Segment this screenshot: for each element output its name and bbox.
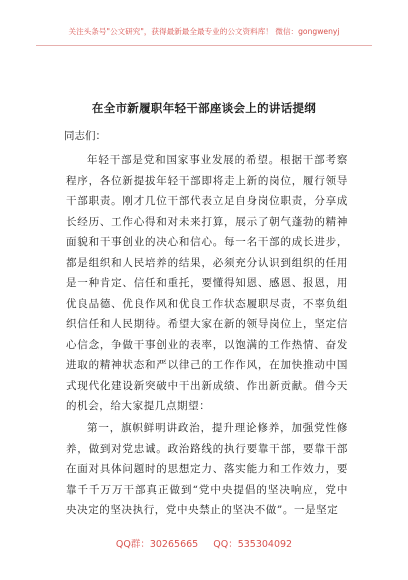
footer-qq-group: QQ群：30265665 — [115, 539, 199, 550]
body-paragraph-1 — [66, 150, 348, 417]
header-promo-note: 关注头条号"公文研究"，获得最新最全最专业的公文资料库！ 微信：gongwenyj — [68, 27, 340, 36]
salutation: 同志们： — [64, 130, 106, 142]
paragraph-text: 年轻干部是党和国家事业发展的希望。根据干部考察程序，各位新提拔年轻干部即将走上新的岗位，履行领导干部职责。刚才几位干部代表立足自身岗位职责，分享成长经历、工作心得和对未来打算，展示了朝气蓬勃的精神面貌和干事创业的决心和信心。每一名干部的成长进步，都是组织和人民培养的结果，必须充分认识到组织的任用是一种肯定、信任和重托，要懂得知恩、感恩、报恩，用优良品德、优良作风和优良工作状态履职尽责，不辜负组织信任和人民期待。希望大家在新的领导岗位上，坚定信心信念，争做干事创业的表率，以饱满的工作热情、奋发进取的精神状态和严以律己的工作作风，在加快推动中国式现代化建设新突破中干出新成绩、作出新贡献。借今天的机会，给大家提几点期望： — [66, 154, 348, 412]
footer-qq: QQ：535304092 — [213, 539, 293, 550]
document-title: 在全市新履职年轻干部座谈会上的讲话提纲 — [91, 101, 317, 115]
body-paragraph-2 — [66, 418, 348, 521]
header-divider — [36, 45, 372, 46]
paragraph-text: 第一，旗帜鲜明讲政治，提升理论修养，加强党性修养，做到对党忠诚。政治路线的执行要靠干部，要靠干部在面对具体问题时的思想定力、落实能力和工作效力，要靠千千万万干部真正做到“党中央提倡的坚决响应，党中央决定的坚决执行，党中央禁止的坚决不做”。一是坚定 — [66, 422, 348, 516]
footer-contact — [0, 536, 408, 550]
